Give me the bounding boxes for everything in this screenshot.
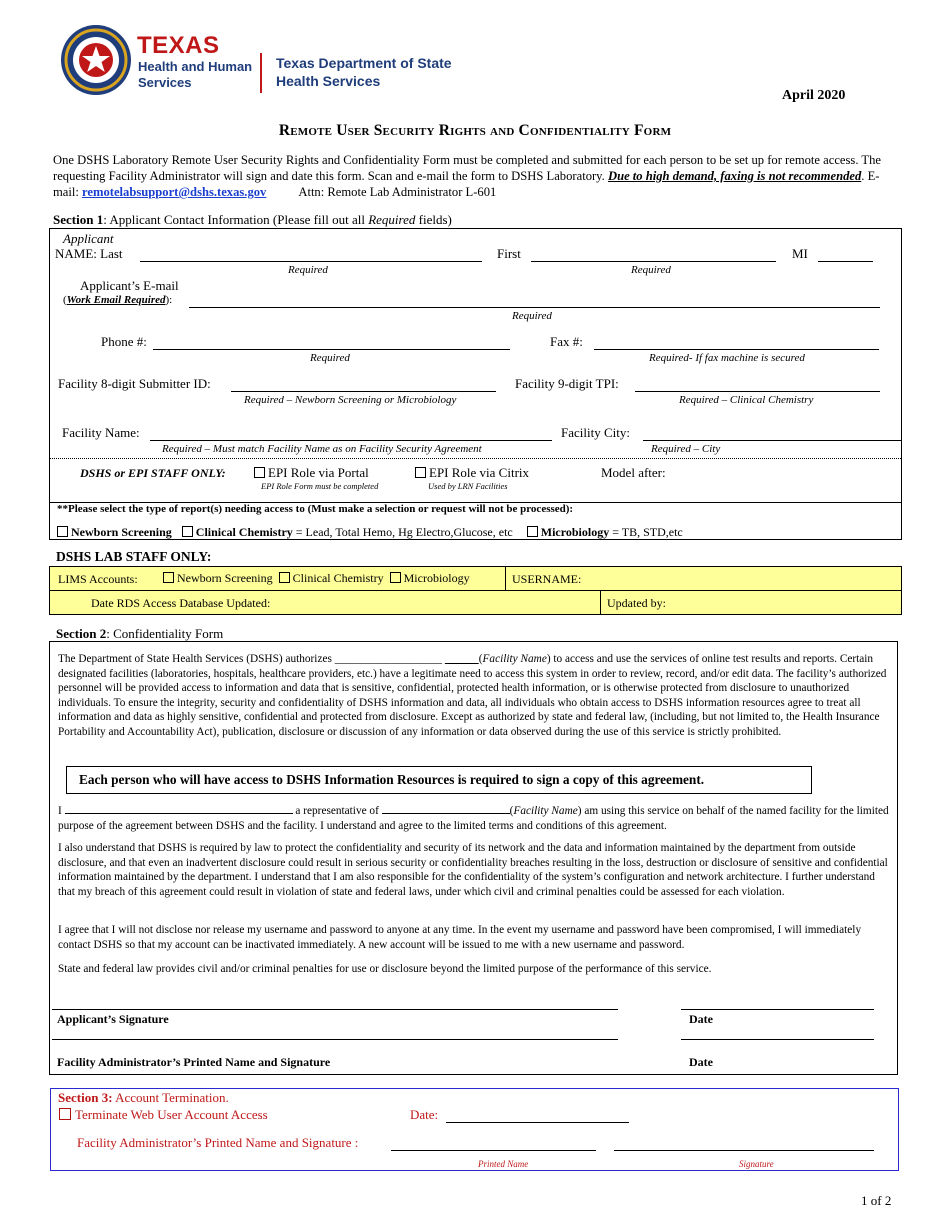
admin-date-line[interactable] <box>681 1039 874 1040</box>
lims-cc-checkbox[interactable] <box>279 572 290 583</box>
last-name-required: Required <box>288 264 328 276</box>
epi-portal-note: EPI Role Form must be completed <box>261 481 379 491</box>
applicant-date-label: Date <box>689 1012 713 1026</box>
epi-citrix-note: Used by LRN Facilities <box>428 481 508 491</box>
mi-label: MI <box>792 246 808 261</box>
section3-heading <box>58 1090 229 1106</box>
report-notice: **Please select the type of report(s) needing access to (Must make a selection or request will not be processed): <box>57 503 574 515</box>
lims-micro-option[interactable] <box>390 571 470 585</box>
cc-option[interactable] <box>182 525 513 539</box>
cc-detail: = Lead, Total Hemo, Hg Electro,Glucose, etc <box>292 525 513 539</box>
lims-cc-label: Clinical Chemistry <box>292 571 384 585</box>
applicant-date-line[interactable] <box>681 1009 874 1010</box>
p2-i: I <box>58 805 65 817</box>
work-email-required: Work Email Required <box>66 294 166 306</box>
texas-seal-icon <box>60 24 132 96</box>
lims-label: LIMS Accounts: <box>58 572 138 586</box>
termination-printed-name-field[interactable] <box>391 1150 596 1151</box>
lims-micro-checkbox[interactable] <box>390 572 401 583</box>
confidentiality-paragraph-2: I a representative of (Facility Name) am using this service on behalf of the named facility for the limited purpose of the agreement between DSHS and the facility. I understand and agree to the limited terms and conditions of this agreement. <box>58 805 889 832</box>
epi-citrix-label: EPI Role via Citrix <box>429 465 530 480</box>
fax-label: Fax #: <box>550 334 583 349</box>
facility-name-label: Facility Name: <box>62 425 140 440</box>
hhs-logo <box>60 24 132 96</box>
micro-option[interactable] <box>527 525 683 539</box>
admin-signature-line[interactable] <box>52 1039 618 1040</box>
applicant-signature-label: Applicant’s Signature <box>57 1012 169 1026</box>
work-email-close: ): <box>165 294 173 306</box>
intro-paragraph <box>53 152 883 200</box>
report-options <box>57 525 683 540</box>
email-required: Required <box>512 310 552 322</box>
section3-heading-text: Account Termination. <box>112 1090 229 1105</box>
first-name-field[interactable] <box>531 261 776 262</box>
nbs-label: Newborn Screening <box>71 525 172 539</box>
termination-date-field[interactable] <box>446 1122 629 1123</box>
admin-signature-label: Facility Administrator’s Printed Name and Signature <box>57 1055 331 1069</box>
confidentiality-paragraph-4: I agree that I will not disclose nor release my username and password to anyone at any time. In the event my username and password have been compromised, I will immediately contact DSHS so that my account can be inactivated immediately. A new account will be issued to me with a new username and password. <box>58 924 862 951</box>
section1-label: Section 1 <box>53 212 104 227</box>
p2-text-b: ) am using this service on behalf of the named facility for the limited purpose of the agreement between DSHS and the facility. I understand and agree to the limited terms and conditions of this agreement. <box>58 805 889 832</box>
tpi-required: Required – Clinical Chemistry <box>679 394 814 406</box>
micro-checkbox[interactable] <box>527 526 538 537</box>
mi-field[interactable] <box>818 261 873 262</box>
p2-facility-name-label: Facility Name <box>513 805 578 817</box>
lims-nbs-label: Newborn Screening <box>177 571 273 585</box>
printed-name-caption: Printed Name <box>478 1159 529 1169</box>
p2-rep: a representative of <box>292 805 382 817</box>
lab-staff-row2-divider <box>600 590 601 615</box>
facility-name-required: Required – Must match Facility Name as on Facility Security Agreement <box>162 443 482 455</box>
lab-staff-row1-divider <box>505 566 506 591</box>
email-field[interactable] <box>189 307 880 308</box>
lims-nbs-option[interactable] <box>163 571 273 585</box>
lims-options <box>163 571 470 586</box>
support-email-link[interactable]: remotelabsupport@dshs.texas.gov <box>82 185 267 199</box>
p1-text-a: The Department of State Health Services (DSHS) authorizes <box>58 653 335 665</box>
work-email-open: ( <box>63 294 67 306</box>
section2-label: Section 2 <box>56 626 107 641</box>
dept-name-line1: Texas Department of State <box>276 55 452 71</box>
phone-label: Phone #: <box>101 334 147 349</box>
logo-hhs-line1: Health and Human <box>138 59 253 74</box>
intro-text: One DSHS Laboratory Remote User Security Rights and Confidentiality Form must be completed and submitted for each person to be set up for remote access. The requesting Facility Administrator will sign and date this form. Scan and e-mail the form to DSHS Laboratory. <box>53 153 881 183</box>
nbs-checkbox[interactable] <box>57 526 68 537</box>
p2-facility-field[interactable] <box>382 803 510 814</box>
lims-micro-label: Microbiology <box>403 571 470 585</box>
phone-required: Required <box>310 352 350 364</box>
epi-portal-label: EPI Role via Portal <box>268 465 369 480</box>
submitter-id-required: Required – Newborn Screening or Microbiology <box>244 394 457 406</box>
updated-by-label: Updated by: <box>607 596 666 610</box>
name-last-label: NAME: Last <box>55 246 123 261</box>
section3-label: Section 3: <box>58 1090 113 1105</box>
p1-facility-name-label: Facility Name <box>482 653 547 665</box>
dept-name-line2: Health Services <box>276 73 381 89</box>
facility-city-label: Facility City: <box>561 425 630 440</box>
termination-date-label: Date: <box>410 1107 439 1122</box>
intro-emphasis: Due to high demand, faxing is not recommended <box>607 169 862 183</box>
last-name-field[interactable] <box>140 261 482 262</box>
intro-email-label: . E-mail: <box>53 169 880 199</box>
form-date: April 2020 <box>782 88 846 103</box>
intro-attn: Attn: Remote Lab Administrator L-601 <box>298 185 497 199</box>
model-after-label: Model after: <box>601 465 666 480</box>
work-email-label <box>63 294 172 306</box>
applicant-label: Applicant <box>63 231 114 246</box>
terminate-option[interactable] <box>59 1107 268 1123</box>
section1-heading-required: Required <box>368 212 416 227</box>
confidentiality-paragraph-3: I also understand that DSHS is required by law to protect the confidentiality and security of its network and the data and information maintained by the department from outside disclosure, and that even an inadvertent disclosure could result in serious security or confidentiality breaches resulting in the loss, destruction or disclosure of sensitive and confidential information maintained by the department. I understand that I am also responsible for the confidentiality of the system’s configuration and network architecture. I further understand that my breach of this agreement could result in violation of state and federal laws, under which civil and criminal penalties could be assessed for each violation. <box>58 842 888 898</box>
logo-texas-text: TEXAS <box>137 32 220 59</box>
section1-heading <box>53 212 452 228</box>
p1-text-b: ) to access and use the services of online test results and reports. Certain designated facilities (laboratories, hospitals, healthcare providers, etc.) have a legitimate need to access this system in order to review, record, and/or edit data. The facility’s authorized personnel will be provided access to information and data that is sensitive, confidential, protected health information, or is otherwise protected from disclosure to unauthorized individuals. To ensure the integrity, security and confidentiality of DSHS information and data, all individuals who obtain access to DSHS information resources agree to treat all information and data as highly sensitive, confidential and protected from disclosure. Except as authorized by state and federal law, (including, but not limited to, the Health Insurance Portability and Accountability Act), publication, disclosure or discussion of any information or data observed during the use of this service is strictly prohibited. <box>58 653 887 738</box>
nbs-option[interactable] <box>57 525 172 539</box>
form-title: Remote User Security Rights and Confidentiality Form <box>278 122 672 139</box>
tpi-label: Facility 9-digit TPI: <box>515 376 619 391</box>
section2-heading <box>56 626 223 642</box>
epi-portal-option[interactable] <box>254 465 369 481</box>
tpi-field[interactable] <box>635 391 880 392</box>
cc-label: Clinical Chemistry <box>195 525 293 539</box>
rds-label: Date RDS Access Database Updated: <box>91 596 271 610</box>
epi-citrix-checkbox[interactable] <box>415 467 426 478</box>
facility-city-field[interactable] <box>643 440 901 441</box>
confidentiality-paragraph-1: The Department of State Health Services (DSHS) authorizes ___________________ (Facility Name) to access and use the services of online test results and reports. Certain designated facilities (laboratories, hospitals, healthcare providers, etc.) have a legitimate need to access this system in order to review, record, and/or edit data. The facility’s authorized personnel will be provided access to information and data that is sensitive, confidential, protected health information, or is otherwise protected from disclosure to unauthorized individuals. To ensure the integrity, security and confidentiality of DSHS information and data, all individuals who obtain access to DSHS information resources agree to treat all information and data as highly sensitive, confidential and protected from disclosure. Except as authorized by state and federal law, (including, but not limited to, the Health Insurance Portability and Accountability Act), publication, disclosure or discussion of any information or data observed during the use of this service is strictly prohibited. <box>58 653 887 738</box>
staff-only-label: DSHS or EPI STAFF ONLY: <box>80 466 226 480</box>
facility-name-field[interactable] <box>150 440 552 441</box>
epi-citrix-option[interactable] <box>415 465 529 481</box>
email-label: Applicant’s E-mail <box>80 278 179 293</box>
logo-divider <box>260 53 262 93</box>
staff-divider <box>50 458 901 459</box>
lims-cc-option[interactable] <box>279 571 384 585</box>
section2-heading-text: : Confidentiality Form <box>106 626 224 641</box>
signature-caption: Signature <box>739 1159 774 1169</box>
confidentiality-paragraph-5: State and federal law provides civil and/or criminal penalties for use or disclosure beyond the limited purpose of the performance of this service. <box>58 963 712 975</box>
submitter-id-field[interactable] <box>231 391 496 392</box>
page-number: 1 of 2 <box>861 1193 892 1208</box>
termination-admin-label: Facility Administrator’s Printed Name and Signature : <box>77 1135 359 1150</box>
micro-label: Microbiology <box>540 525 610 539</box>
terminate-checkbox[interactable] <box>59 1108 71 1120</box>
callout-text: Each person who will have access to DSHS Information Resources is required to sign a copy of this agreement. <box>79 772 705 787</box>
terminate-label: Terminate Web User Account Access <box>75 1107 268 1122</box>
admin-date-label: Date <box>689 1055 713 1069</box>
micro-detail: = TB, STD,etc <box>609 525 683 539</box>
section1-heading-end: fields) <box>415 212 452 227</box>
submitter-id-label: Facility 8-digit Submitter ID: <box>58 376 211 391</box>
username-label: USERNAME: <box>512 572 582 586</box>
termination-signature-field[interactable] <box>614 1150 874 1151</box>
facility-city-required: Required – City <box>651 443 721 455</box>
representative-name-field[interactable] <box>65 803 293 814</box>
p1-facility-blank[interactable]: ___________________ <box>334 653 445 665</box>
epi-portal-checkbox[interactable] <box>254 467 265 478</box>
fax-required: Required- If fax machine is secured <box>649 352 805 364</box>
lab-staff-heading: DSHS LAB STAFF ONLY: <box>56 549 212 564</box>
first-name-label: First <box>497 246 521 261</box>
first-name-required: Required <box>631 264 671 276</box>
cc-checkbox[interactable] <box>182 526 193 537</box>
logo-hhs-line2: Services <box>138 75 192 90</box>
section1-heading-text: : Applicant Contact Information (Please fill out all <box>103 212 369 227</box>
phone-field[interactable] <box>153 349 510 350</box>
applicant-signature-line[interactable] <box>52 1009 618 1010</box>
lims-nbs-checkbox[interactable] <box>163 572 174 583</box>
fax-field[interactable] <box>594 349 879 350</box>
